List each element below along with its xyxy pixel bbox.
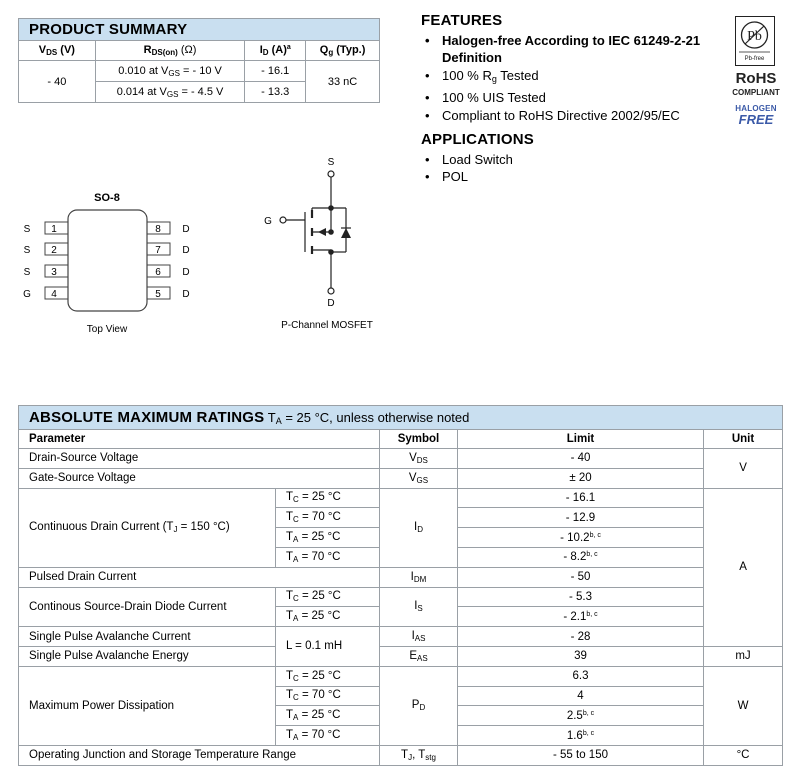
param-vds: Drain-Source Voltage	[19, 449, 380, 469]
feature-item: • Halogen-free According to IEC 61249-2-21 Definition	[421, 32, 731, 66]
halogen-label: HALOGEN	[735, 104, 777, 113]
pin-label: D	[182, 267, 190, 278]
limit-vgs: ± 20	[458, 468, 704, 488]
pb-free-label: Pb-free	[744, 56, 765, 62]
table-row	[19, 745, 783, 765]
pin-number: 5	[155, 289, 161, 300]
param-ias: Single Pulse Avalanche Current	[19, 627, 276, 647]
symbol-idm: $I_{DM}$	[380, 567, 458, 587]
rohs-label: RoHS	[735, 70, 777, 87]
applications-title: APPLICATIONS	[421, 131, 534, 148]
product-summary-title: PRODUCT SUMMARY	[19, 19, 380, 41]
param-idm: Pulsed Drain Current	[19, 567, 380, 587]
limit-value: - 10.2$^{b, c}$	[458, 528, 704, 548]
arrow-icon	[318, 228, 326, 236]
limit-ias: - 28	[458, 627, 704, 647]
rds-header: $R_{DS(on)}$ (Ω)	[95, 41, 245, 61]
condition: $T_C = 25$ °C	[276, 587, 380, 607]
pin-number: 2	[51, 245, 57, 256]
rohs-badge	[725, 70, 787, 97]
l-condition: L = 0.1 mH	[276, 627, 380, 667]
pin-label: D	[182, 224, 190, 235]
limit-vds: - 40	[458, 449, 704, 469]
condition: $T_A = 25$ °C	[276, 528, 380, 548]
applications-list	[421, 151, 721, 185]
pin-number: 4	[51, 289, 57, 300]
source-label: S	[327, 157, 335, 168]
col-unit: Unit	[704, 430, 783, 449]
limit-tj: - 55 to 150	[458, 745, 704, 765]
symbol-vgs: $V_{GS}$	[380, 468, 458, 488]
param-vgs: Gate-Source Voltage	[19, 468, 380, 488]
qg-header: $Q_g$ (Typ.)	[306, 41, 380, 61]
col-limit: Limit	[458, 430, 704, 449]
limit-value: - 2.1$^{b, c}$	[458, 607, 704, 627]
absolute-maximum-ratings-table	[18, 405, 783, 766]
symbol-eas: $E_{AS}$	[380, 646, 458, 666]
package-body	[68, 210, 147, 311]
limit-value: 6.3	[458, 666, 704, 686]
features-list	[421, 32, 731, 124]
limit-value: - 8.2$^{b, c}$	[458, 547, 704, 567]
product-summary-table	[18, 18, 380, 103]
feature-item: • 100 % UIS Tested	[421, 89, 731, 106]
rds-value-1: 0.010 at $V_{GS}$ = - 10 V	[95, 61, 245, 82]
id-value-2: - 13.3	[245, 82, 306, 103]
pb-free-icon	[736, 17, 773, 64]
param-eas: Single Pulse Avalanche Energy	[19, 646, 276, 666]
vds-value: - 40	[19, 61, 96, 103]
feature-item: • Compliant to RoHS Directive 2002/95/EC	[421, 107, 731, 124]
pin-number: 8	[155, 224, 161, 235]
condition: $T_A = 25$ °C	[276, 607, 380, 627]
rds-value-2: 0.014 at $V_{GS}$ = - 4.5 V	[95, 82, 245, 103]
condition: $T_C = 25$ °C	[276, 488, 380, 508]
table-row	[19, 488, 783, 508]
col-parameter: Parameter	[19, 430, 380, 449]
source-terminal	[328, 171, 334, 177]
drain-label: D	[327, 298, 335, 309]
condition: $T_A = 70$ °C	[276, 547, 380, 567]
param-pd: Maximum Power Dissipation	[19, 666, 276, 745]
mosfet-symbol	[264, 157, 351, 309]
table-row	[19, 627, 783, 647]
table-row	[19, 468, 783, 488]
mosfet-caption: P-Channel MOSFET	[281, 320, 373, 331]
limit-value: 2.5$^{b, c}$	[458, 706, 704, 726]
pin-label: S	[23, 267, 31, 278]
limit-eas: 39	[458, 646, 704, 666]
halogen-free-badge	[725, 104, 787, 126]
package-name: SO-8	[94, 192, 120, 204]
pin-label: S	[23, 245, 31, 256]
unit-a: A	[704, 488, 783, 646]
unit-c: °C	[704, 745, 783, 765]
feature-item: • 100 % Rg Tested	[421, 67, 731, 88]
left-pins	[23, 222, 68, 300]
condition: $T_A = 25$ °C	[276, 706, 380, 726]
symbol-ias: $I_{AS}$	[380, 627, 458, 647]
unit-mj: mJ	[704, 646, 783, 666]
symbol-is: $I_S$	[380, 587, 458, 627]
amr-title: ABSOLUTE MAXIMUM RATINGS $T_A = 25$ °C, unless otherwise noted	[19, 406, 783, 430]
condition: $T_C = 25$ °C	[276, 666, 380, 686]
col-symbol: Symbol	[380, 430, 458, 449]
pin-label: D	[182, 245, 190, 256]
condition: $T_C = 70$ °C	[276, 508, 380, 528]
param-is: Continous Source-Drain Diode Current	[19, 587, 276, 627]
id-header: $I_D$ $(A)^a$	[245, 41, 306, 61]
diode-icon	[341, 228, 351, 238]
application-item: • POL	[421, 168, 721, 185]
condition: $T_A = 70$ °C	[276, 726, 380, 746]
symbol-vds: $V_{DS}$	[380, 449, 458, 469]
applications-section	[421, 131, 721, 185]
drain-terminal	[328, 288, 334, 294]
package-diagram	[0, 150, 420, 350]
rohs-compliant-label: COMPLIANT	[732, 88, 780, 97]
unit-w: W	[704, 666, 783, 745]
symbol-id: $I_D$	[380, 488, 458, 567]
pb-symbol: Pb	[747, 29, 762, 44]
pin-label: S	[23, 224, 31, 235]
pin-label: D	[182, 289, 190, 300]
limit-value: 1.6$^{b, c}$	[458, 726, 704, 746]
limit-value: 4	[458, 686, 704, 706]
pin-number: 6	[155, 267, 161, 278]
gate-terminal	[280, 217, 286, 223]
limit-value: - 5.3	[458, 587, 704, 607]
condition: $T_C = 70$ °C	[276, 686, 380, 706]
pin-number: 7	[155, 245, 161, 256]
symbol-tj: $T_J$, $T_{stg}$	[380, 745, 458, 765]
limit-value: - 12.9	[458, 508, 704, 528]
table-row	[19, 646, 783, 666]
pb-free-badge	[735, 16, 775, 66]
pin-number: 3	[51, 267, 57, 278]
table-row	[19, 449, 783, 469]
features-title: FEATURES	[421, 12, 503, 29]
symbol-pd: $P_D$	[380, 666, 458, 745]
qg-value: 33 nC	[306, 61, 380, 103]
features-section	[421, 12, 731, 125]
gate-label: G	[264, 216, 272, 227]
pin-number: 1	[51, 224, 57, 235]
pin-label: G	[23, 289, 31, 300]
application-item: • Load Switch	[421, 151, 721, 168]
table-row	[19, 666, 783, 686]
table-row	[19, 587, 783, 607]
vds-header: $V_{DS}$ (V)	[19, 41, 96, 61]
table-row	[19, 567, 783, 587]
param-id: Continuous Drain Current ($T_J = 150$ °C)	[19, 488, 276, 567]
id-value-1: - 16.1	[245, 61, 306, 82]
limit-idm: - 50	[458, 567, 704, 587]
package-view-label: Top View	[86, 324, 128, 335]
free-label: FREE	[738, 112, 774, 127]
param-tj: Operating Junction and Storage Temperature Range	[19, 745, 380, 765]
unit-v: V	[704, 449, 783, 489]
limit-value: - 16.1	[458, 488, 704, 508]
right-pins	[147, 222, 190, 300]
